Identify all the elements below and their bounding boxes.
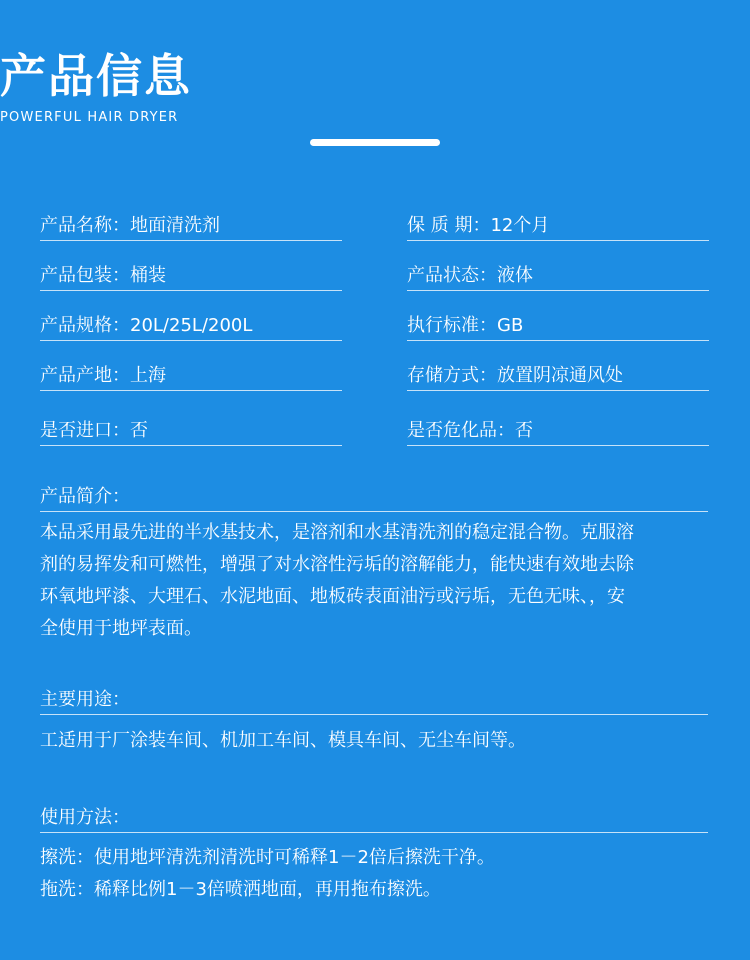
spec-label: 产品名称： xyxy=(40,215,130,236)
spec-label: 产品规格： xyxy=(40,315,130,336)
spec-value: 放置阴凉通风处 xyxy=(497,365,623,386)
spec-size xyxy=(40,312,342,341)
intro-line: 本品采用最先进的半水基技术，是溶剂和水基清洗剂的稳定混合物。克服溶 xyxy=(40,522,634,543)
method-heading: 使用方法： xyxy=(40,804,708,833)
spec-imported xyxy=(40,417,342,446)
page-subtitle: POWERFUL HAIR DRYER xyxy=(0,110,179,125)
spec-label: 执行标准： xyxy=(407,315,497,336)
spec-origin xyxy=(40,362,342,391)
spec-value: 否 xyxy=(130,420,148,441)
usage-body xyxy=(40,725,708,757)
usage-heading: 主要用途： xyxy=(40,686,708,715)
intro-line: 环氧地坪漆、大理石、水泥地面、地板砖表面油污或污垢，无色无味、，安 xyxy=(40,586,625,607)
method-line: 拖洗：稀释比例1－3倍喷洒地面，再用拖布擦洗。 xyxy=(40,879,441,900)
method-body xyxy=(40,842,708,906)
usage-line: 工适用于厂涂装车间、机加工车间、模具车间、无尘车间等。 xyxy=(40,730,526,751)
spec-hazardous xyxy=(407,417,709,446)
spec-standard xyxy=(407,312,709,341)
spec-value: 否 xyxy=(515,420,533,441)
spec-packaging xyxy=(40,262,342,291)
spec-value: 20L/25L/200L xyxy=(130,315,253,336)
spec-label: 产品包装： xyxy=(40,265,130,286)
spec-value: 上海 xyxy=(130,365,166,386)
spec-shelf-life xyxy=(407,212,709,241)
spec-label: 存储方式： xyxy=(407,365,497,386)
intro-heading: 产品简介： xyxy=(40,483,708,512)
spec-label: 产品产地： xyxy=(40,365,130,386)
spec-value: 桶装 xyxy=(130,265,166,286)
spec-value: GB xyxy=(497,315,524,336)
spec-label: 是否进口： xyxy=(40,420,130,441)
intro-line: 剂的易挥发和可燃性，增强了对水溶性污垢的溶解能力，能快速有效地去除 xyxy=(40,554,634,575)
spec-value: 12个月 xyxy=(490,215,550,236)
spec-value: 液体 xyxy=(497,265,533,286)
intro-line: 全使用于地坪表面。 xyxy=(40,618,202,639)
spec-product-name xyxy=(40,212,342,241)
title-underline-bar xyxy=(310,139,440,146)
spec-state xyxy=(407,262,709,291)
intro-body xyxy=(40,517,708,645)
method-line: 擦洗：使用地坪清洗剂清洗时可稀释1－2倍后擦洗干净。 xyxy=(40,847,495,868)
spec-label: 保 质 期： xyxy=(407,215,491,236)
spec-label: 产品状态： xyxy=(407,265,497,286)
spec-storage xyxy=(407,362,709,391)
spec-value: 地面清洗剂 xyxy=(130,215,220,236)
page-title: 产品信息 xyxy=(0,49,192,103)
spec-label: 是否危化品： xyxy=(407,420,515,441)
